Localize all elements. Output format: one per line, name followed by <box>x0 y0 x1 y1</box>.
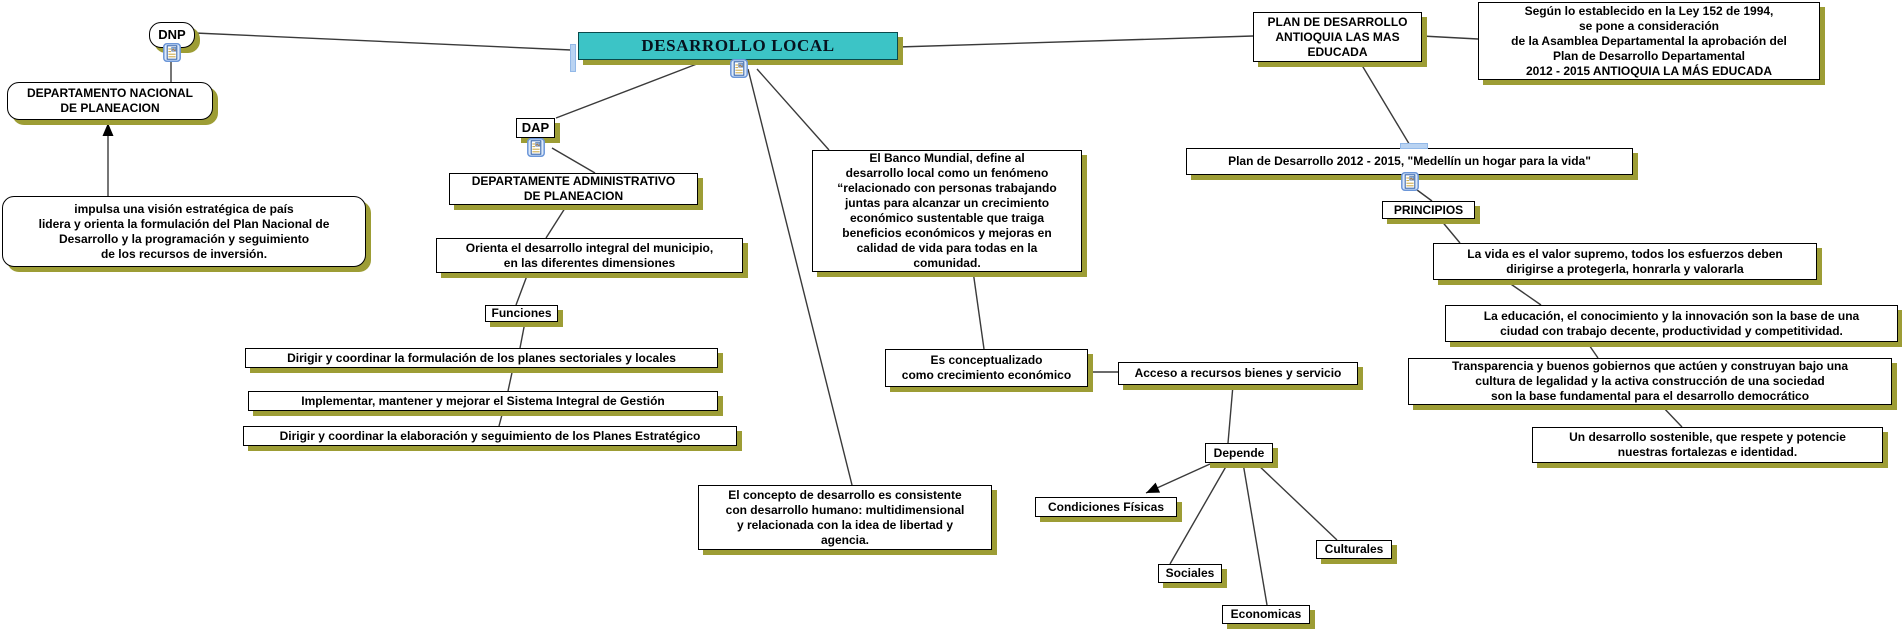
edge-funciones-f1[interactable] <box>520 322 525 348</box>
edge-depende-economicas[interactable] <box>1243 463 1267 605</box>
node-label: Dirigir y coordinar la elaboración y seguimiento de los Planes Estratégico <box>279 428 701 443</box>
node-label: La educación, el conocimiento y la innovación son la base de una ciudad con trabajo decente, productividad y competitividad. <box>1483 308 1860 338</box>
edge-lavida-laeducacion[interactable] <box>1505 280 1541 305</box>
node-label: DNP <box>158 26 186 42</box>
node-la-educacion[interactable] <box>1445 305 1898 342</box>
edge-antioquia-plan2012[interactable] <box>1360 62 1411 147</box>
edge-desarrollo-dap[interactable] <box>556 62 702 118</box>
edge-principios-lavida[interactable] <box>1440 219 1460 243</box>
edge-depende-culturales[interactable] <box>1256 463 1337 540</box>
node-label: Implementar, mantener y mejorar el Sistema Integral de Gestión <box>301 393 665 408</box>
edge-desarrollo-concepto[interactable] <box>748 69 852 485</box>
node-label: Según lo establecido en la Ley 152 de 1994, se pone a consideración de la Asamblea Departamental la aprobación del Plan de Desarrollo Departamental 2012 - 2015 ANTIOQUIA LA MÁS EDUCADA <box>1511 3 1787 78</box>
node-desarrollo-local[interactable] <box>578 32 898 60</box>
resource-icon[interactable] <box>527 138 545 157</box>
node-label: PLAN DE DESARROLLO ANTIOQUIA LAS MAS EDUCADA <box>1267 14 1408 59</box>
resource-icon[interactable] <box>163 43 181 62</box>
edge-acceso-depende[interactable] <box>1228 385 1233 443</box>
node-label: DEPARTAMENTO NACIONAL DE PLANEACION <box>27 86 193 115</box>
resource-icon[interactable] <box>730 59 748 78</box>
node-departamento-nacional[interactable] <box>7 82 213 120</box>
node-funciones[interactable] <box>485 305 558 322</box>
edge-banco-esconceptualizado[interactable] <box>973 271 984 349</box>
node-label: impulsa una visión estratégica de país lidera y orienta la formulación del Plan Nacional de Desarrollo y la programación y seguimiento de los recursos de inversión. <box>38 201 330 261</box>
node-label: Un desarrollo sostenible, que respete y potencie nuestras fortalezas e identidad. <box>1569 430 1846 459</box>
node-label: DESARROLLO LOCAL <box>641 36 835 56</box>
node-acceso-recursos[interactable] <box>1118 362 1358 385</box>
arrowhead-impulsa-depnacional <box>103 123 114 136</box>
edge-f2-f3[interactable] <box>499 411 503 426</box>
node-label: Economicas <box>1230 607 1302 621</box>
node-principios[interactable] <box>1382 201 1475 219</box>
node-label: DEPARTAMENTE ADMINISTRATIVO DE PLANEACION <box>471 174 676 203</box>
node-depende[interactable] <box>1205 443 1273 463</box>
node-label: El Banco Mundial, define al desarrollo local como un fenómeno “relacionado con personas trabajando juntas para alcanzar un crecimiento económico sustentable que traiga beneficios económicos y mejoras en calidad de vida para todas en la comunidad. <box>837 151 1057 270</box>
connection-handle-desarrollo-left <box>570 44 576 72</box>
node-plan-2012-2015[interactable] <box>1186 148 1633 175</box>
edge-f1-f2[interactable] <box>508 368 513 391</box>
node-label: DAP <box>521 119 550 135</box>
node-label: Es conceptualizado como crecimiento económico <box>901 353 1072 382</box>
node-la-vida[interactable] <box>1433 243 1817 280</box>
edge-transparencia-sostenible[interactable] <box>1661 405 1682 427</box>
node-dap[interactable] <box>516 118 555 138</box>
edge-dnp-desarrollo[interactable] <box>195 33 571 50</box>
node-economicas[interactable] <box>1222 605 1310 624</box>
node-label: Orienta el desarrollo integral del municipio, en las diferentes dimensiones <box>465 240 714 270</box>
node-orienta[interactable] <box>436 238 743 273</box>
node-departamente-administrativo[interactable] <box>449 173 698 205</box>
edge-desarrollo-banco[interactable] <box>757 69 829 150</box>
node-label: Transparencia y buenos gobiernos que actúen y construyan bajo una cultura de legalidad y la activa construcción de una sociedad son la base fundamental para el desarrollo democrático <box>1451 359 1849 403</box>
node-funcion-1[interactable] <box>245 348 718 368</box>
node-el-concepto[interactable] <box>698 485 992 550</box>
node-plan-antioquia[interactable] <box>1253 12 1422 62</box>
node-culturales[interactable] <box>1316 540 1392 559</box>
node-label: Depende <box>1213 445 1265 460</box>
node-condiciones-fisicas[interactable] <box>1035 497 1177 517</box>
edge-antioquia-segun[interactable] <box>1422 36 1478 39</box>
node-label: Plan de Desarrollo 2012 - 2015, "Medellín un hogar para la vida" <box>1228 154 1591 168</box>
edge-desarrollo-antioquia[interactable] <box>898 36 1253 47</box>
edge-orienta-funciones[interactable] <box>516 273 528 305</box>
node-banco-mundial[interactable] <box>812 150 1082 272</box>
node-label: Funciones <box>491 306 552 320</box>
node-label: PRINCIPIOS <box>1393 202 1464 217</box>
resource-icon[interactable] <box>1401 172 1419 191</box>
node-label: La vida es el valor supremo, todos los esfuerzos deben dirigirse a protegerla, honrarla y valorarla <box>1467 246 1783 276</box>
node-label: Condiciones Físicas <box>1047 499 1165 514</box>
node-label: El concepto de desarrollo es consistente con desarrollo humano: multidimensional y relacionada con la idea de libertad y agencia. <box>725 487 965 547</box>
node-impulsa[interactable] <box>2 196 366 267</box>
node-transparencia[interactable] <box>1408 358 1892 405</box>
node-funcion-2[interactable] <box>248 391 718 411</box>
edge-depadmin-orienta[interactable] <box>546 205 567 238</box>
connection-handle-plan2012-top <box>1400 143 1428 149</box>
edge-dap-depadmin[interactable] <box>552 148 595 173</box>
node-sostenible[interactable] <box>1532 427 1883 463</box>
node-funcion-3[interactable] <box>243 426 737 446</box>
node-sociales[interactable] <box>1158 564 1222 583</box>
node-segun-ley[interactable] <box>1478 2 1820 80</box>
node-label: Dirigir y coordinar la formulación de los planes sectoriales y locales <box>287 350 676 365</box>
edge-laeducacion-transparencia[interactable] <box>1587 342 1598 358</box>
node-label: Culturales <box>1324 542 1384 556</box>
node-es-conceptualizado[interactable] <box>885 349 1088 387</box>
node-label: Acceso a recursos bienes y servicio <box>1134 366 1342 380</box>
node-label: Sociales <box>1165 566 1215 580</box>
